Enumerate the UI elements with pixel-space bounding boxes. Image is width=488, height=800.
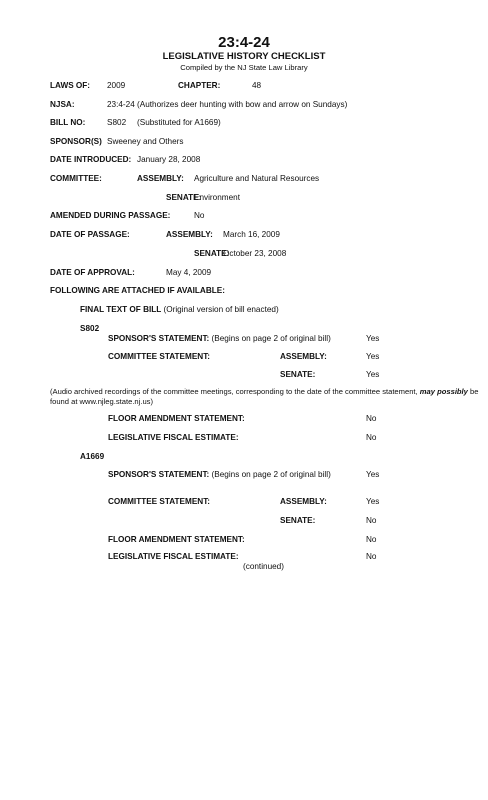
s802-committee-senate-label: SENATE:: [280, 370, 316, 379]
njsa-label: NJSA:: [50, 100, 75, 109]
bill-no-value: S802: [107, 118, 127, 127]
a1669-fiscal-value: No: [366, 552, 377, 561]
a1669-fiscal-label: LEGISLATIVE FISCAL ESTIMATE:: [108, 552, 239, 561]
a1669-sponsor-value: Yes: [366, 470, 380, 479]
s802-sponsor-note: (Begins on page 2 of original bill): [211, 334, 331, 343]
laws-of-value: 2009: [107, 81, 126, 90]
attached-heading: FOLLOWING ARE ATTACHED IF AVAILABLE:: [50, 286, 225, 295]
s802-committee-senate-value: Yes: [366, 370, 380, 379]
passage-senate-value: October 23, 2008: [223, 249, 287, 258]
audio-note-pre: (Audio archived recordings of the committee meetings, corresponding to the date of the committee statement,: [50, 387, 418, 396]
committee-senate-label: SENATE:: [166, 193, 202, 202]
passage-label: DATE OF PASSAGE:: [50, 230, 130, 239]
s802-committee-assembly-label: ASSEMBLY:: [280, 352, 327, 361]
bill-no-label: BILL NO:: [50, 118, 86, 127]
continued-note: (continued): [243, 562, 284, 571]
committee-assembly-value: Agriculture and Natural Resources: [194, 174, 320, 183]
s802-floor-label: FLOOR AMENDMENT STATEMENT:: [108, 414, 245, 423]
laws-of-label: LAWS OF:: [50, 81, 91, 90]
final-text: [80, 305, 279, 314]
njsa-value: 23:4-24 (Authorizes deer hunting with bow and arrow on Sundays): [107, 100, 348, 109]
date-introduced-label: DATE INTRODUCED:: [50, 155, 132, 164]
bill-no-note: (Substituted for A1669): [137, 118, 221, 127]
compiled-by: Compiled by the NJ State Law Library: [180, 63, 308, 72]
chapter-label: CHAPTER:: [178, 81, 221, 90]
approval-value: May 4, 2009: [166, 268, 212, 277]
a1669-floor-value: No: [366, 535, 377, 544]
citation-heading: 23:4-24: [218, 34, 270, 51]
a1669-committee-senate-label: SENATE:: [280, 516, 316, 525]
chapter-value: 48: [252, 81, 262, 90]
committee-senate-value: Environment: [194, 193, 240, 202]
audio-note-post: be found at www.njleg.state.nj.us): [50, 387, 479, 406]
sponsors-label: SPONSOR(S): [50, 137, 102, 146]
a1669-committee-assembly-value: Yes: [366, 497, 380, 506]
s802-sponsor-statement: [108, 334, 331, 343]
s802-floor-value: No: [366, 414, 377, 423]
passage-assembly-label: ASSEMBLY:: [166, 230, 213, 239]
sponsors-value: Sweeney and Others: [107, 137, 184, 146]
committee-label: COMMITTEE:: [50, 174, 102, 183]
a1669-committee-senate-value: No: [366, 516, 377, 525]
s802-committee-assembly-value: Yes: [366, 352, 380, 361]
s802-sponsor-value: Yes: [366, 334, 380, 343]
s802-sponsor-label: SPONSOR'S STATEMENT:: [108, 334, 210, 343]
committee-assembly-label: ASSEMBLY:: [137, 174, 184, 183]
amended-value: No: [194, 211, 205, 220]
s802-committee-label: COMMITTEE STATEMENT:: [108, 352, 211, 361]
s802-fiscal-label: LEGISLATIVE FISCAL ESTIMATE:: [108, 433, 239, 442]
s802-fiscal-value: No: [366, 433, 377, 442]
a1669-sponsor-note: (Begins on page 2 of original bill): [211, 470, 331, 479]
amended-label: AMENDED DURING PASSAGE:: [50, 211, 171, 220]
page-title: LEGISLATIVE HISTORY CHECKLIST: [162, 51, 326, 62]
a1669-floor-label: FLOOR AMENDMENT STATEMENT:: [108, 535, 245, 544]
a1669-committee-label: COMMITTEE STATEMENT:: [108, 497, 211, 506]
passage-senate-label: SENATE:: [194, 249, 230, 258]
a1669-sponsor-statement: [108, 470, 331, 479]
a1669-sponsor-label: SPONSOR'S STATEMENT:: [108, 470, 210, 479]
approval-label: DATE OF APPROVAL:: [50, 268, 135, 277]
date-introduced-value: January 28, 2008: [137, 155, 201, 164]
a1669-committee-assembly-label: ASSEMBLY:: [280, 497, 327, 506]
final-text-note: (Original version of bill enacted): [163, 305, 279, 314]
s802-bill-label: S802: [80, 324, 100, 333]
a1669-bill-label: A1669: [80, 452, 105, 461]
audio-archive-note: [50, 387, 482, 407]
audio-note-emphasis: may possibly: [419, 387, 468, 396]
passage-assembly-value: March 16, 2009: [223, 230, 280, 239]
final-text-label: FINAL TEXT OF BILL: [80, 305, 162, 314]
